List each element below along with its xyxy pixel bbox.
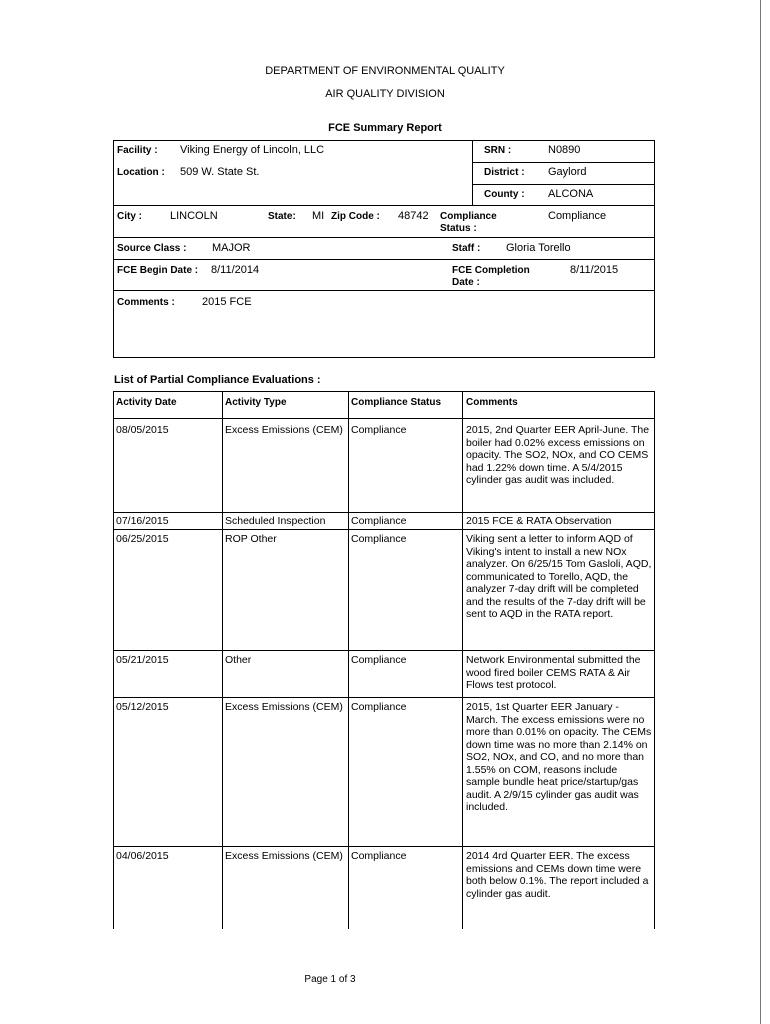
comments-label: Comments : (117, 297, 175, 308)
zip-label: Zip Code : (331, 211, 380, 222)
activity-date: 05/21/2015 (116, 654, 169, 666)
compliance-status: Compliance (351, 515, 407, 527)
location-label: Location : (117, 167, 165, 178)
fce-begin-label: FCE Begin Date : (117, 265, 199, 276)
compliance-status: Compliance (351, 533, 407, 545)
activity-type: Scheduled Inspection (225, 515, 326, 527)
srn-label: SRN : (484, 145, 512, 156)
report-title: FCE Summary Report (328, 122, 442, 134)
column-header-compliance-status: Compliance Status (351, 397, 442, 408)
district-label: District : (484, 167, 525, 178)
zip-value: 48742 (398, 210, 429, 222)
srn-value: N0890 (548, 144, 581, 156)
comments: 2014 4rd Quarter EER. The excess emissions and CEMs down time were both below 0.1%. The report included a cylinder gas audit. (466, 850, 649, 900)
city-value: LINCOLN (170, 210, 218, 222)
column-header-activity-type: Activity Type (225, 397, 287, 408)
page-number: Page 1 of 3 (304, 974, 356, 985)
activity-date: 07/16/2015 (116, 515, 169, 527)
location-value: 509 W. State St. (180, 166, 260, 178)
comments: Network Environmental submitted the wood fired boiler CEMS RATA & Air Flows test protocol. (466, 654, 641, 691)
district-value: Gaylord (548, 166, 587, 178)
scan-edge (760, 0, 761, 1024)
state-value: MI (312, 210, 325, 222)
compliance-status: Compliance (351, 654, 407, 666)
activity-type: Other (225, 654, 252, 666)
column-header-activity-date: Activity Date (116, 397, 177, 408)
compliance-status: Compliance (351, 424, 407, 436)
division-heading: AIR QUALITY DIVISION (325, 88, 445, 100)
staff-value: Gloria Torello (506, 242, 571, 254)
activity-type: Excess Emissions (CEM) (225, 424, 343, 436)
comments-value: 2015 FCE (202, 296, 252, 308)
compliance-status-label: Compliance Status : (440, 211, 497, 234)
comments: 2015, 2nd Quarter EER April-June. The boiler had 0.02% excess emissions on opacity. The SO2, NOx, and CO CEMS had 1.22% down time. A 5/4/2015 cylinder gas audit was included. (466, 424, 650, 486)
facility-value: Viking Energy of Lincoln, LLC (180, 144, 325, 156)
activity-type: Excess Emissions (CEM) (225, 701, 343, 713)
staff-label: Staff : (452, 243, 481, 254)
comments: 2015 FCE & RATA Observation (466, 515, 612, 527)
activity-date: 08/05/2015 (116, 424, 169, 436)
county-value: ALCONA (548, 188, 594, 200)
compliance-status: Compliance (351, 701, 407, 713)
county-label: County : (484, 189, 525, 200)
source-class-value: MAJOR (212, 242, 251, 254)
activity-date: 05/12/2015 (116, 701, 169, 713)
activity-date: 04/06/2015 (116, 850, 169, 862)
fce-completion-value: 8/11/2015 (570, 264, 619, 276)
fce-begin-value: 8/11/2014 (211, 264, 260, 276)
comments: Viking sent a letter to inform AQD of Viking's intent to install a new NOx analyzer. On 6/25/15 Tom Gasloli, AQD, communicated to Torello, AQD, the analyzer 7-day drift will be completed and the results of the 7-day drift will be sent to AQD in the RATA report. (466, 533, 652, 620)
activity-type: Excess Emissions (CEM) (225, 850, 343, 862)
comments: 2015, 1st Quarter EER January - March. The excess emissions were no more than 0.01% on opacity. The CEMs down time was no more than 2.14% on SO2, NOx, and CO, and no more than 1.55% on COM, reasons include sample bundle heat price/startup/gas audit. A 2/9/15 cylinder gas audit was included. (466, 701, 652, 813)
source-class-label: Source Class : (117, 243, 187, 254)
compliance-status: Compliance (351, 850, 407, 862)
fce-completion-label: FCE Completion Date : (452, 265, 530, 288)
compliance-status-value: Compliance (548, 210, 607, 222)
activity-date: 06/25/2015 (116, 533, 169, 545)
pce-list-title: List of Partial Compliance Evaluations : (114, 374, 321, 386)
city-label: City : (117, 211, 142, 222)
facility-label: Facility : (117, 145, 158, 156)
column-header-comments: Comments (466, 397, 518, 408)
department-heading: DEPARTMENT OF ENVIRONMENTAL QUALITY (265, 65, 505, 77)
activity-type: ROP Other (225, 533, 277, 545)
state-label: State: (268, 211, 296, 222)
